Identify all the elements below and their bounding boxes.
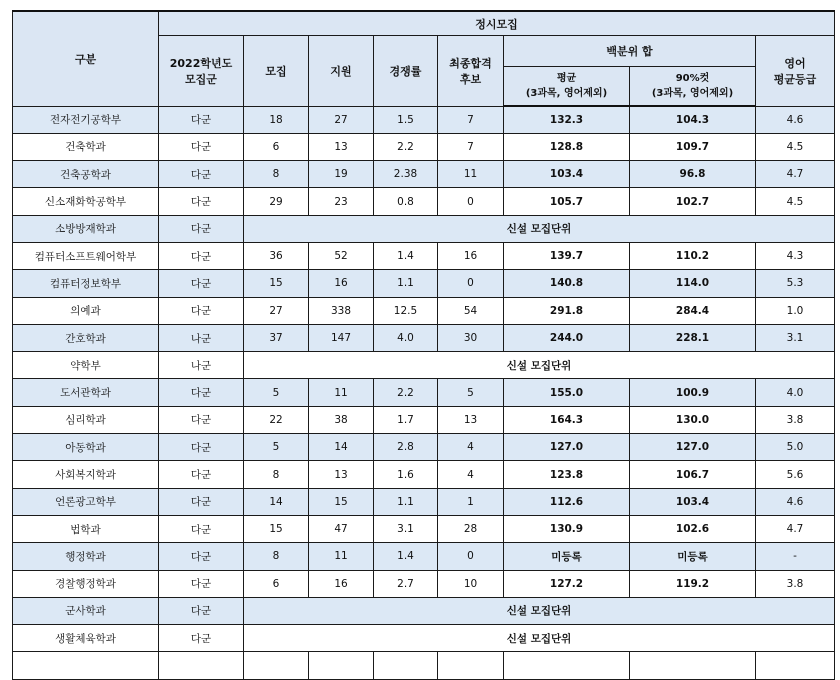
final-waitlist-cell: 16	[438, 242, 504, 269]
applicants-cell: 52	[309, 242, 374, 269]
ratio-cell: 2.2	[374, 133, 438, 160]
final-waitlist-cell: 0	[438, 543, 504, 570]
dept-name-cell: 사회복지학과	[13, 461, 159, 488]
table-row	[13, 106, 835, 133]
percentile-cut-cell: 127.0	[630, 434, 756, 461]
table-row	[13, 188, 835, 215]
table-row	[13, 324, 835, 351]
final-waitlist-cell	[438, 652, 504, 679]
quota-cell: 37	[244, 324, 309, 351]
header-recruit-group	[159, 36, 244, 107]
english-grade-cell: 4.5	[756, 133, 835, 160]
header-english-grade	[756, 36, 835, 107]
dept-name-cell: 언론광고학부	[13, 488, 159, 515]
recruit-group-cell: 다군	[159, 270, 244, 297]
recruit-group-cell: 다군	[159, 543, 244, 570]
table-row	[13, 133, 835, 160]
table-row	[13, 270, 835, 297]
recruit-group-cell: 다군	[159, 188, 244, 215]
dept-name-cell: 아동학과	[13, 434, 159, 461]
percentile-average-cell: 미등록	[504, 543, 630, 570]
percentile-cut-cell: 106.7	[630, 461, 756, 488]
dept-name-cell: 의예과	[13, 297, 159, 324]
percentile-average-cell: 127.0	[504, 434, 630, 461]
percentile-average-cell: 128.8	[504, 133, 630, 160]
percentile-cut-cell: 109.7	[630, 133, 756, 160]
table-row	[13, 297, 835, 324]
header-average-line1: 평균	[556, 73, 577, 84]
ratio-cell: 1.4	[374, 242, 438, 269]
quota-cell	[244, 652, 309, 679]
dept-name-cell: 생활체육학과	[13, 625, 159, 652]
quota-cell: 27	[244, 297, 309, 324]
header-english-line1: 영어	[784, 56, 806, 70]
table-row	[13, 461, 835, 488]
percentile-cut-cell: 미등록	[630, 543, 756, 570]
applicants-cell: 38	[309, 406, 374, 433]
ratio-cell: 3.1	[374, 515, 438, 542]
applicants-cell: 11	[309, 379, 374, 406]
ratio-cell: 1.7	[374, 406, 438, 433]
percentile-cut-cell: 102.7	[630, 188, 756, 215]
recruit-group-cell: 다군	[159, 379, 244, 406]
new-unit-cell: 신설 모집단위	[244, 625, 835, 652]
quota-cell: 5	[244, 434, 309, 461]
table-row	[13, 570, 835, 597]
quota-cell: 5	[244, 379, 309, 406]
new-unit-cell: 신설 모집단위	[244, 215, 835, 242]
final-waitlist-cell: 28	[438, 515, 504, 542]
applicants-cell: 11	[309, 543, 374, 570]
english-grade-cell: 5.6	[756, 461, 835, 488]
final-waitlist-cell: 5	[438, 379, 504, 406]
percentile-cut-cell: 104.3	[630, 106, 756, 133]
final-waitlist-cell: 13	[438, 406, 504, 433]
dept-name-cell: 건축학과	[13, 133, 159, 160]
table-row	[13, 215, 835, 242]
header-final-line1: 최종합격	[449, 56, 492, 70]
percentile-cut-cell: 284.4	[630, 297, 756, 324]
table-row	[13, 352, 835, 379]
table-row	[13, 379, 835, 406]
quota-cell: 8	[244, 161, 309, 188]
english-grade-cell: 4.6	[756, 488, 835, 515]
final-waitlist-cell: 54	[438, 297, 504, 324]
recruit-group-cell: 다군	[159, 106, 244, 133]
percentile-cut-cell: 228.1	[630, 324, 756, 351]
recruit-group-cell	[159, 652, 244, 679]
quota-cell: 29	[244, 188, 309, 215]
applicants-cell: 13	[309, 461, 374, 488]
percentile-cut-cell: 110.2	[630, 242, 756, 269]
quota-cell: 8	[244, 543, 309, 570]
english-grade-cell: -	[756, 543, 835, 570]
quota-cell: 36	[244, 242, 309, 269]
table-body	[13, 106, 835, 679]
table-row	[13, 597, 835, 624]
new-unit-cell: 신설 모집단위	[244, 597, 835, 624]
dept-name-cell: 심리학과	[13, 406, 159, 433]
applicants-cell: 147	[309, 324, 374, 351]
table-row	[13, 161, 835, 188]
percentile-cut-cell: 114.0	[630, 270, 756, 297]
percentile-cut-cell	[630, 652, 756, 679]
english-grade-cell: 3.8	[756, 570, 835, 597]
english-grade-cell: 4.7	[756, 161, 835, 188]
applicants-cell: 15	[309, 488, 374, 515]
applicants-cell: 27	[309, 106, 374, 133]
applicants-cell: 338	[309, 297, 374, 324]
header-percentile-sum: 백분위 합	[504, 36, 756, 67]
table-row	[13, 242, 835, 269]
ratio-cell: 1.6	[374, 461, 438, 488]
header-cut-line2: (3과목, 영어제외)	[651, 88, 734, 99]
quota-cell: 15	[244, 515, 309, 542]
final-waitlist-cell: 30	[438, 324, 504, 351]
final-waitlist-cell: 7	[438, 133, 504, 160]
applicants-cell	[309, 652, 374, 679]
final-waitlist-cell: 11	[438, 161, 504, 188]
recruit-group-cell: 나군	[159, 352, 244, 379]
english-grade-cell: 3.1	[756, 324, 835, 351]
quota-cell: 6	[244, 570, 309, 597]
dept-name-cell: 약학부	[13, 352, 159, 379]
dept-name-cell: 건축공학과	[13, 161, 159, 188]
header-90pct-cut	[630, 67, 756, 107]
ratio-cell: 1.5	[374, 106, 438, 133]
quota-cell: 22	[244, 406, 309, 433]
percentile-average-cell: 164.3	[504, 406, 630, 433]
applicants-cell: 14	[309, 434, 374, 461]
ratio-cell	[374, 652, 438, 679]
recruit-group-cell: 나군	[159, 324, 244, 351]
english-grade-cell: 5.0	[756, 434, 835, 461]
final-waitlist-cell: 0	[438, 188, 504, 215]
percentile-average-cell: 123.8	[504, 461, 630, 488]
header-cut-line1: 90%컷	[675, 73, 710, 84]
recruit-group-cell: 다군	[159, 597, 244, 624]
header-recruit-group-line1: 2022학년도	[169, 56, 233, 70]
header-average-line2: (3과목, 영어제외)	[525, 88, 608, 99]
percentile-average-cell: 130.9	[504, 515, 630, 542]
percentile-cut-cell: 103.4	[630, 488, 756, 515]
table-row	[13, 652, 835, 679]
ratio-cell: 1.1	[374, 270, 438, 297]
percentile-average-cell: 155.0	[504, 379, 630, 406]
percentile-average-cell: 105.7	[504, 188, 630, 215]
percentile-cut-cell: 130.0	[630, 406, 756, 433]
recruit-group-cell: 다군	[159, 515, 244, 542]
percentile-average-cell: 140.8	[504, 270, 630, 297]
final-waitlist-cell: 4	[438, 434, 504, 461]
percentile-average-cell: 112.6	[504, 488, 630, 515]
header-regular-admission: 정시모집	[159, 11, 835, 36]
header-english-line2: 평균등급	[773, 72, 817, 86]
percentile-average-cell: 291.8	[504, 297, 630, 324]
ratio-cell: 1.4	[374, 543, 438, 570]
percentile-average-cell: 103.4	[504, 161, 630, 188]
recruit-group-cell: 다군	[159, 215, 244, 242]
table-row	[13, 488, 835, 515]
dept-name-cell: 경찰행정학과	[13, 570, 159, 597]
applicants-cell: 47	[309, 515, 374, 542]
ratio-cell: 2.38	[374, 161, 438, 188]
applicants-cell: 23	[309, 188, 374, 215]
dept-name-cell: 간호학과	[13, 324, 159, 351]
ratio-cell: 2.7	[374, 570, 438, 597]
applicants-cell: 19	[309, 161, 374, 188]
quota-cell: 6	[244, 133, 309, 160]
percentile-average-cell: 132.3	[504, 106, 630, 133]
quota-cell: 15	[244, 270, 309, 297]
header-average	[504, 67, 630, 107]
applicants-cell: 13	[309, 133, 374, 160]
ratio-cell: 2.8	[374, 434, 438, 461]
quota-cell: 14	[244, 488, 309, 515]
ratio-cell: 1.1	[374, 488, 438, 515]
recruit-group-cell: 다군	[159, 625, 244, 652]
english-grade-cell: 3.8	[756, 406, 835, 433]
percentile-cut-cell: 102.6	[630, 515, 756, 542]
percentile-average-cell: 127.2	[504, 570, 630, 597]
header-quota: 모집	[244, 36, 309, 107]
header-applicants: 지원	[309, 36, 374, 107]
english-grade-cell: 4.3	[756, 242, 835, 269]
ratio-cell: 4.0	[374, 324, 438, 351]
applicants-cell: 16	[309, 270, 374, 297]
table-row	[13, 625, 835, 652]
final-waitlist-cell: 10	[438, 570, 504, 597]
percentile-average-cell: 139.7	[504, 242, 630, 269]
header-final-line2: 후보	[459, 72, 482, 86]
final-waitlist-cell: 4	[438, 461, 504, 488]
recruit-group-cell: 다군	[159, 161, 244, 188]
dept-name-cell: 신소재화학공학부	[13, 188, 159, 215]
recruit-group-cell: 다군	[159, 297, 244, 324]
final-waitlist-cell: 7	[438, 106, 504, 133]
english-grade-cell: 5.3	[756, 270, 835, 297]
table-row	[13, 406, 835, 433]
quota-cell: 8	[244, 461, 309, 488]
table-row	[13, 434, 835, 461]
percentile-cut-cell: 100.9	[630, 379, 756, 406]
recruit-group-cell: 다군	[159, 461, 244, 488]
table-header	[13, 11, 835, 106]
dept-name-cell: 도서관학과	[13, 379, 159, 406]
recruit-group-cell: 다군	[159, 434, 244, 461]
dept-name-cell: 법학과	[13, 515, 159, 542]
recruit-group-cell: 다군	[159, 488, 244, 515]
recruit-group-cell: 다군	[159, 133, 244, 160]
english-grade-cell: 4.5	[756, 188, 835, 215]
applicants-cell: 16	[309, 570, 374, 597]
recruit-group-cell: 다군	[159, 570, 244, 597]
header-recruit-group-line2: 모집군	[185, 72, 217, 86]
english-grade-cell: 4.7	[756, 515, 835, 542]
final-waitlist-cell: 0	[438, 270, 504, 297]
english-grade-cell	[756, 652, 835, 679]
table-row	[13, 515, 835, 542]
recruit-group-cell: 다군	[159, 242, 244, 269]
percentile-average-cell: 244.0	[504, 324, 630, 351]
percentile-cut-cell: 96.8	[630, 161, 756, 188]
ratio-cell: 0.8	[374, 188, 438, 215]
ratio-cell: 12.5	[374, 297, 438, 324]
recruit-group-cell: 다군	[159, 406, 244, 433]
dept-name-cell: 군사학과	[13, 597, 159, 624]
ratio-cell: 2.2	[374, 379, 438, 406]
dept-name-cell: 전자전기공학부	[13, 106, 159, 133]
header-final-waitlist	[438, 36, 504, 107]
quota-cell: 18	[244, 106, 309, 133]
dept-name-cell: 컴퓨터소프트웨어학부	[13, 242, 159, 269]
percentile-cut-cell: 119.2	[630, 570, 756, 597]
dept-name-cell: 행정학과	[13, 543, 159, 570]
table-row	[13, 543, 835, 570]
english-grade-cell: 4.6	[756, 106, 835, 133]
english-grade-cell: 1.0	[756, 297, 835, 324]
header-competition-ratio: 경쟁률	[374, 36, 438, 107]
header-division: 구분	[13, 11, 159, 106]
new-unit-cell: 신설 모집단위	[244, 352, 835, 379]
dept-name-cell: 소방방재학과	[13, 215, 159, 242]
admission-results-table	[12, 10, 835, 680]
english-grade-cell: 4.0	[756, 379, 835, 406]
dept-name-cell: 컴퓨터정보학부	[13, 270, 159, 297]
final-waitlist-cell: 1	[438, 488, 504, 515]
dept-name-cell	[13, 652, 159, 679]
percentile-average-cell	[504, 652, 630, 679]
